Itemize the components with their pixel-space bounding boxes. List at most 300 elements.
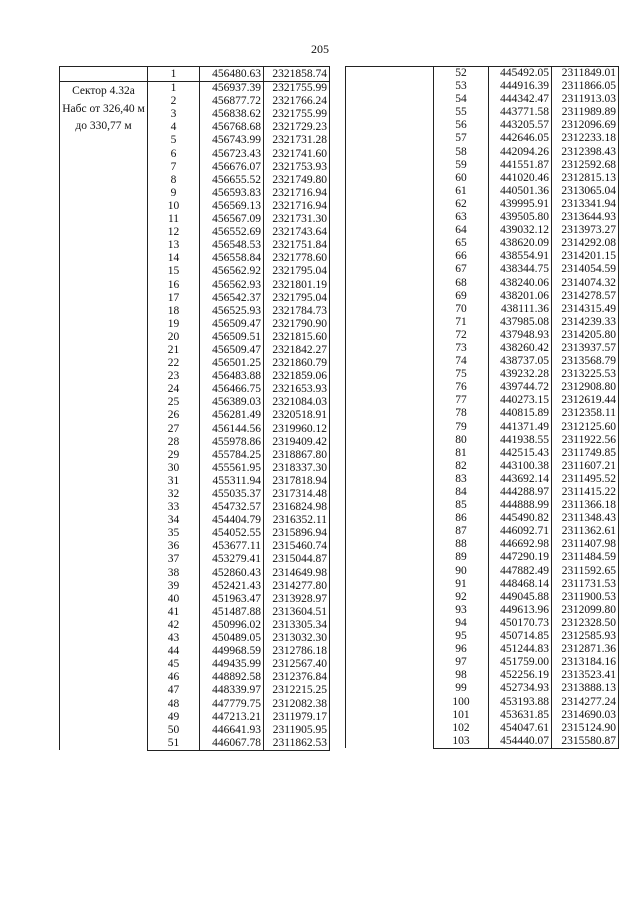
- point-number: 62: [434, 198, 489, 211]
- point-number: 3: [148, 108, 200, 121]
- coord-y: 2318867.80: [264, 449, 330, 462]
- coord-x: 437985.08: [489, 316, 552, 329]
- point-number: 79: [434, 421, 489, 434]
- coord-y: 2321716.94: [264, 187, 330, 200]
- coord-x: 442646.05: [489, 132, 552, 145]
- coord-x: 438240.06: [489, 277, 552, 290]
- coord-y: 2313065.04: [552, 185, 619, 198]
- point-number: 102: [434, 722, 489, 735]
- coord-x: 456501.25: [200, 357, 264, 370]
- coord-x: 456548.53: [200, 239, 264, 252]
- coord-x: 449968.59: [200, 645, 264, 658]
- coord-y: 2321716.94: [264, 200, 330, 213]
- coord-x: 456509.51: [200, 331, 264, 344]
- coord-y: 2321858.74: [264, 67, 330, 82]
- coord-y: 2311905.95: [264, 724, 330, 737]
- coord-x: 456676.07: [200, 161, 264, 174]
- point-number: 55: [434, 106, 489, 119]
- page-number: 205: [311, 42, 329, 56]
- coord-x: 455035.37: [200, 488, 264, 501]
- coord-y: 2312815.13: [552, 172, 619, 185]
- coord-y: 2313305.34: [264, 619, 330, 632]
- coord-y: 2321749.80: [264, 174, 330, 187]
- point-number: 23: [148, 370, 200, 383]
- coord-x: 453631.85: [489, 709, 552, 722]
- coord-x: 447779.75: [200, 698, 264, 711]
- point-number: 64: [434, 224, 489, 237]
- coord-x: 454732.57: [200, 501, 264, 514]
- coord-x: 443692.14: [489, 473, 552, 486]
- point-number: 34: [148, 514, 200, 527]
- coord-y: 2315580.87: [552, 735, 619, 749]
- coord-x: 456743.99: [200, 134, 264, 147]
- coord-x: 456655.52: [200, 174, 264, 187]
- point-number: 84: [434, 486, 489, 499]
- coord-x: 439505.80: [489, 211, 552, 224]
- coord-x: 445492.05: [489, 67, 552, 81]
- coord-y: 2314277.80: [264, 580, 330, 593]
- coord-x: 448892.58: [200, 671, 264, 684]
- coord-x: 456509.47: [200, 318, 264, 331]
- coord-x: 444916.39: [489, 80, 552, 93]
- coord-y: 2321778.60: [264, 252, 330, 265]
- table-row: [346, 67, 619, 81]
- coord-x: 447213.21: [200, 711, 264, 724]
- coord-y: 2321790.90: [264, 318, 330, 331]
- point-number: 100: [434, 696, 489, 709]
- coord-x: 456552.69: [200, 226, 264, 239]
- coord-y: 2311862.53: [264, 737, 330, 751]
- point-number: 71: [434, 316, 489, 329]
- coord-x: 456542.37: [200, 292, 264, 305]
- coord-y: 2315460.74: [264, 540, 330, 553]
- coord-y: 2312619.44: [552, 394, 619, 407]
- coord-y: 2321743.64: [264, 226, 330, 239]
- point-number: 44: [148, 645, 200, 658]
- coord-x: 453279.41: [200, 553, 264, 566]
- point-number: 57: [434, 132, 489, 145]
- coord-x: 442094.26: [489, 146, 552, 159]
- coord-y: 2311407.98: [552, 538, 619, 551]
- coord-x: 455561.95: [200, 462, 264, 475]
- coord-y: 2312215.25: [264, 684, 330, 697]
- coord-y: 2321755.99: [264, 108, 330, 121]
- point-number: 48: [148, 698, 200, 711]
- coord-y: 2311866.05: [552, 80, 619, 93]
- point-number: 39: [148, 580, 200, 593]
- coord-y: 2313225.53: [552, 368, 619, 381]
- coord-x: 454404.79: [200, 514, 264, 527]
- point-number: 96: [434, 643, 489, 656]
- coord-y: 2321859.06: [264, 370, 330, 383]
- coord-x: 439995.91: [489, 198, 552, 211]
- coord-y: 2314690.03: [552, 709, 619, 722]
- point-number: 89: [434, 551, 489, 564]
- coord-x: 452860.43: [200, 567, 264, 580]
- coord-x: 456144.56: [200, 423, 264, 436]
- coord-x: 453677.11: [200, 540, 264, 553]
- coord-y: 2312376.84: [264, 671, 330, 684]
- point-number: 25: [148, 396, 200, 409]
- coord-x: 452421.43: [200, 580, 264, 593]
- point-number: 18: [148, 305, 200, 318]
- coord-y: 2312398.43: [552, 146, 619, 159]
- sector-label: Сектор 4.32а Набс от 326,40 м до 330,77 м: [60, 82, 148, 751]
- point-number: 99: [434, 682, 489, 695]
- coord-y: 2321755.99: [264, 82, 330, 96]
- coord-y: 2313644.93: [552, 211, 619, 224]
- coord-y: 2311979.17: [264, 711, 330, 724]
- sector-cell-empty: [346, 67, 434, 749]
- point-number: 65: [434, 237, 489, 250]
- coord-y: 2320518.91: [264, 409, 330, 422]
- coord-x: 443100.38: [489, 460, 552, 473]
- coord-y: 2318337.30: [264, 462, 330, 475]
- coord-x: 450170.73: [489, 617, 552, 630]
- coord-y: 2317818.94: [264, 475, 330, 488]
- coord-y: 2311495.52: [552, 473, 619, 486]
- coordinates-table-left: [59, 66, 330, 751]
- coord-x: 438344.75: [489, 263, 552, 276]
- coord-y: 2313888.13: [552, 682, 619, 695]
- coord-y: 2313604.51: [264, 606, 330, 619]
- coord-y: 2313973.27: [552, 224, 619, 237]
- point-number: 40: [148, 593, 200, 606]
- coord-x: 456593.83: [200, 187, 264, 200]
- coord-y: 2311849.01: [552, 67, 619, 81]
- coord-x: 440815.89: [489, 407, 552, 420]
- point-number: 80: [434, 434, 489, 447]
- point-number: 36: [148, 540, 200, 553]
- coord-x: 438260.42: [489, 342, 552, 355]
- coord-y: 2321815.60: [264, 331, 330, 344]
- coord-x: 443205.57: [489, 119, 552, 132]
- point-number: 94: [434, 617, 489, 630]
- point-number: 51: [148, 737, 200, 751]
- coord-x: 454440.07: [489, 735, 552, 749]
- coord-y: 2312592.68: [552, 159, 619, 172]
- coord-y: 2321842.27: [264, 344, 330, 357]
- coord-x: 453193.88: [489, 696, 552, 709]
- coord-y: 2321731.30: [264, 213, 330, 226]
- point-number: 21: [148, 344, 200, 357]
- coord-x: 452734.93: [489, 682, 552, 695]
- coord-x: 442515.43: [489, 447, 552, 460]
- coord-x: 450489.05: [200, 632, 264, 645]
- point-number: 54: [434, 93, 489, 106]
- point-number: 2: [148, 95, 200, 108]
- point-number: 46: [148, 671, 200, 684]
- point-number: 103: [434, 735, 489, 749]
- coord-x: 443771.58: [489, 106, 552, 119]
- coord-y: 2321751.84: [264, 239, 330, 252]
- coord-y: 2313937.57: [552, 342, 619, 355]
- coord-y: 2311989.89: [552, 106, 619, 119]
- point-number: 50: [148, 724, 200, 737]
- point-number: 5: [148, 134, 200, 147]
- coord-y: 2314205.80: [552, 329, 619, 342]
- coord-y: 2321653.93: [264, 383, 330, 396]
- coord-y: 2312328.50: [552, 617, 619, 630]
- coord-y: 2321795.04: [264, 292, 330, 305]
- coord-x: 438111.36: [489, 303, 552, 316]
- coord-y: 2313032.30: [264, 632, 330, 645]
- point-number: 72: [434, 329, 489, 342]
- coord-y: 2311607.21: [552, 460, 619, 473]
- coordinates-table-right: [345, 66, 619, 749]
- coord-y: 2314315.49: [552, 303, 619, 316]
- point-number: 22: [148, 357, 200, 370]
- point-number: 45: [148, 658, 200, 671]
- coord-x: 451244.83: [489, 643, 552, 656]
- coord-x: 448339.97: [200, 684, 264, 697]
- point-number: 14: [148, 252, 200, 265]
- point-number: 91: [434, 578, 489, 591]
- coord-x: 450996.02: [200, 619, 264, 632]
- point-number: 92: [434, 591, 489, 604]
- coord-y: 2314649.98: [264, 567, 330, 580]
- coord-y: 2311592.65: [552, 565, 619, 578]
- point-number: 73: [434, 342, 489, 355]
- coord-x: 456509.47: [200, 344, 264, 357]
- coord-y: 2314054.59: [552, 263, 619, 276]
- coord-x: 456838.62: [200, 108, 264, 121]
- coord-x: 456877.72: [200, 95, 264, 108]
- point-number: 61: [434, 185, 489, 198]
- point-number: 53: [434, 80, 489, 93]
- coord-y: 2321731.28: [264, 134, 330, 147]
- coord-x: 439744.72: [489, 381, 552, 394]
- point-number: 13: [148, 239, 200, 252]
- coord-y: 2321766.24: [264, 95, 330, 108]
- point-number: 28: [148, 436, 200, 449]
- coord-x: 456525.93: [200, 305, 264, 318]
- point-number: 17: [148, 292, 200, 305]
- point-number: 56: [434, 119, 489, 132]
- coord-y: 2312125.60: [552, 421, 619, 434]
- coord-y: 2314277.24: [552, 696, 619, 709]
- coord-y: 2321084.03: [264, 396, 330, 409]
- coord-y: 2321729.23: [264, 121, 330, 134]
- coord-x: 454052.55: [200, 527, 264, 540]
- point-number: 38: [148, 567, 200, 580]
- point-number: 8: [148, 174, 200, 187]
- coord-x: 456281.49: [200, 409, 264, 422]
- point-number: 81: [434, 447, 489, 460]
- coord-x: 456937.39: [200, 82, 264, 96]
- coord-x: 445490.82: [489, 512, 552, 525]
- point-number: 90: [434, 565, 489, 578]
- point-number: 32: [148, 488, 200, 501]
- coord-y: 2314074.32: [552, 277, 619, 290]
- coord-x: 456480.63: [200, 67, 264, 82]
- point-number: 66: [434, 250, 489, 263]
- point-number: 52: [434, 67, 489, 81]
- coord-y: 2311731.53: [552, 578, 619, 591]
- coord-x: 444342.47: [489, 93, 552, 106]
- coord-y: 2313928.97: [264, 593, 330, 606]
- coord-y: 2314201.15: [552, 250, 619, 263]
- point-number: 19: [148, 318, 200, 331]
- point-number: 15: [148, 265, 200, 278]
- table-row: [60, 67, 330, 82]
- coord-y: 2315044.87: [264, 553, 330, 566]
- coord-x: 456389.03: [200, 396, 264, 409]
- coord-x: 438620.09: [489, 237, 552, 250]
- point-number: 31: [148, 475, 200, 488]
- coord-y: 2321753.93: [264, 161, 330, 174]
- coord-y: 2312233.18: [552, 132, 619, 145]
- coord-x: 449435.99: [200, 658, 264, 671]
- coord-x: 440501.36: [489, 185, 552, 198]
- coord-y: 2313341.94: [552, 198, 619, 211]
- point-number: 74: [434, 355, 489, 368]
- coord-x: 441020.46: [489, 172, 552, 185]
- coord-y: 2316824.98: [264, 501, 330, 514]
- coord-x: 449045.88: [489, 591, 552, 604]
- coord-x: 450714.85: [489, 630, 552, 643]
- point-number: 87: [434, 525, 489, 538]
- coord-y: 2314292.08: [552, 237, 619, 250]
- coord-x: 446092.71: [489, 525, 552, 538]
- coord-y: 2311348.43: [552, 512, 619, 525]
- point-number: 69: [434, 290, 489, 303]
- coord-y: 2311900.53: [552, 591, 619, 604]
- coord-x: 455978.86: [200, 436, 264, 449]
- point-number: 1: [148, 67, 200, 82]
- point-number: 98: [434, 669, 489, 682]
- point-number: 41: [148, 606, 200, 619]
- point-number: 6: [148, 148, 200, 161]
- point-number: 24: [148, 383, 200, 396]
- coord-y: 2312908.80: [552, 381, 619, 394]
- coord-x: 456562.93: [200, 279, 264, 292]
- coord-y: 2312871.36: [552, 643, 619, 656]
- point-number: 88: [434, 538, 489, 551]
- coord-y: 2313568.79: [552, 355, 619, 368]
- coord-x: 447882.49: [489, 565, 552, 578]
- coord-y: 2321801.19: [264, 279, 330, 292]
- point-number: 33: [148, 501, 200, 514]
- coord-y: 2313523.41: [552, 669, 619, 682]
- point-number: 42: [148, 619, 200, 632]
- coord-y: 2317314.48: [264, 488, 330, 501]
- point-number: 20: [148, 331, 200, 344]
- coord-x: 444288.97: [489, 486, 552, 499]
- point-number: 60: [434, 172, 489, 185]
- point-number: 75: [434, 368, 489, 381]
- coord-x: 440273.15: [489, 394, 552, 407]
- point-number: 59: [434, 159, 489, 172]
- point-number: 86: [434, 512, 489, 525]
- coord-x: 438737.05: [489, 355, 552, 368]
- point-number: 47: [148, 684, 200, 697]
- coord-x: 448468.14: [489, 578, 552, 591]
- coord-x: 438554.91: [489, 250, 552, 263]
- table-row: [60, 82, 330, 96]
- coord-y: 2319960.12: [264, 423, 330, 436]
- coord-y: 2312358.11: [552, 407, 619, 420]
- point-number: 7: [148, 161, 200, 174]
- coord-x: 441938.55: [489, 434, 552, 447]
- point-number: 27: [148, 423, 200, 436]
- coord-y: 2311362.61: [552, 525, 619, 538]
- coord-x: 447290.19: [489, 551, 552, 564]
- coord-x: 451487.88: [200, 606, 264, 619]
- coord-y: 2311922.56: [552, 434, 619, 447]
- point-number: 12: [148, 226, 200, 239]
- coord-y: 2316352.11: [264, 514, 330, 527]
- coord-x: 437948.93: [489, 329, 552, 342]
- point-number: 11: [148, 213, 200, 226]
- coord-x: 446067.78: [200, 737, 264, 751]
- point-number: 9: [148, 187, 200, 200]
- coord-x: 441551.87: [489, 159, 552, 172]
- point-number: 67: [434, 263, 489, 276]
- coord-y: 2312567.40: [264, 658, 330, 671]
- coord-y: 2311749.85: [552, 447, 619, 460]
- point-number: 37: [148, 553, 200, 566]
- coord-y: 2315896.94: [264, 527, 330, 540]
- point-number: 35: [148, 527, 200, 540]
- coord-x: 456768.68: [200, 121, 264, 134]
- coord-x: 456466.75: [200, 383, 264, 396]
- coord-y: 2312099.80: [552, 604, 619, 617]
- point-number: 30: [148, 462, 200, 475]
- coord-x: 438201.06: [489, 290, 552, 303]
- coord-x: 451759.00: [489, 656, 552, 669]
- coord-y: 2312082.38: [264, 698, 330, 711]
- coord-y: 2314239.33: [552, 316, 619, 329]
- point-number: 58: [434, 146, 489, 159]
- coord-x: 455784.25: [200, 449, 264, 462]
- coord-y: 2321741.60: [264, 148, 330, 161]
- coord-x: 444888.99: [489, 499, 552, 512]
- coord-x: 454047.61: [489, 722, 552, 735]
- point-number: 1: [148, 82, 200, 96]
- coord-x: 451963.47: [200, 593, 264, 606]
- coord-y: 2312786.18: [264, 645, 330, 658]
- coord-y: 2311484.59: [552, 551, 619, 564]
- point-number: 78: [434, 407, 489, 420]
- coord-y: 2311913.03: [552, 93, 619, 106]
- coord-y: 2315124.90: [552, 722, 619, 735]
- point-number: 4: [148, 121, 200, 134]
- coord-x: 456723.43: [200, 148, 264, 161]
- point-number: 101: [434, 709, 489, 722]
- coord-y: 2311366.18: [552, 499, 619, 512]
- coord-x: 446692.98: [489, 538, 552, 551]
- point-number: 83: [434, 473, 489, 486]
- coord-x: 456569.13: [200, 200, 264, 213]
- point-number: 95: [434, 630, 489, 643]
- point-number: 70: [434, 303, 489, 316]
- coord-x: 441371.49: [489, 421, 552, 434]
- point-number: 10: [148, 200, 200, 213]
- coord-x: 456562.92: [200, 265, 264, 278]
- point-number: 49: [148, 711, 200, 724]
- coord-y: 2313184.16: [552, 656, 619, 669]
- coord-x: 455311.94: [200, 475, 264, 488]
- coord-y: 2319409.42: [264, 436, 330, 449]
- point-number: 16: [148, 279, 200, 292]
- point-number: 43: [148, 632, 200, 645]
- coord-y: 2312585.93: [552, 630, 619, 643]
- coord-y: 2321860.79: [264, 357, 330, 370]
- coord-x: 439032.12: [489, 224, 552, 237]
- point-number: 77: [434, 394, 489, 407]
- point-number: 26: [148, 409, 200, 422]
